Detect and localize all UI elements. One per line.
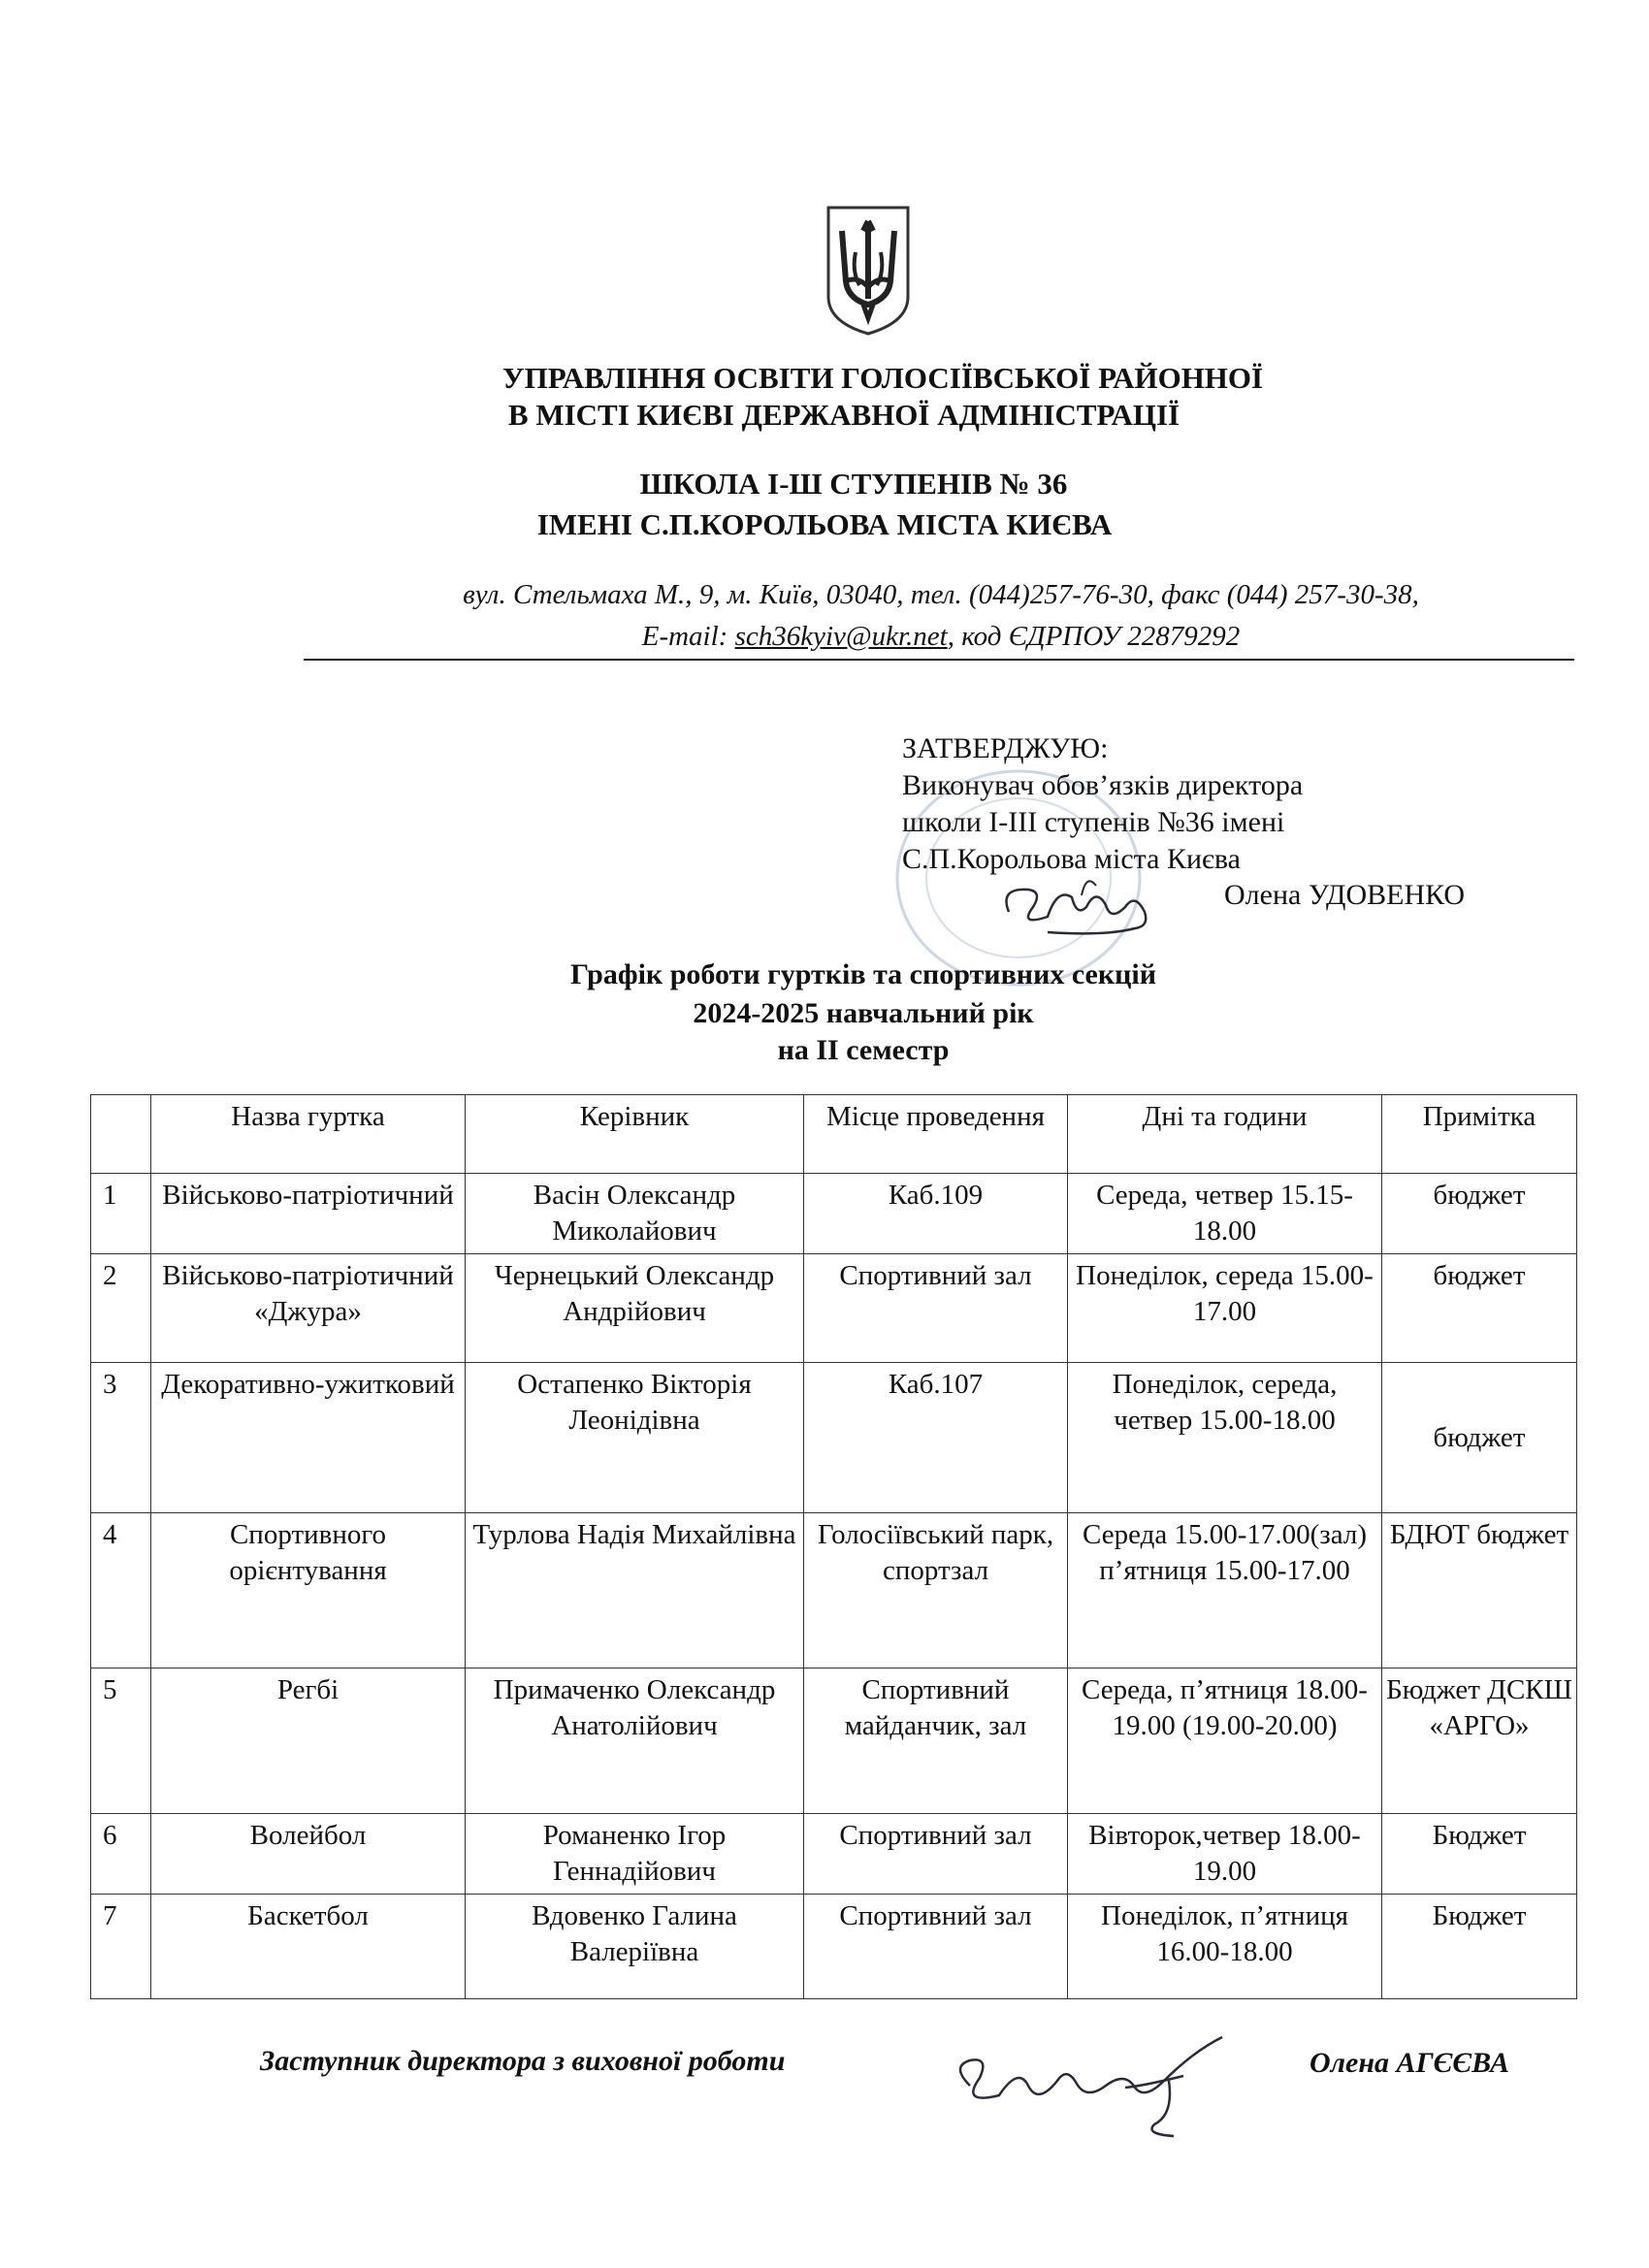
club-name: Військово-патріотичний bbox=[151, 1174, 466, 1254]
school-title-line2: ІМЕНІ С.П.КОРОЛЬОВА МІСТА КИЄВА bbox=[536, 507, 1113, 541]
club-note: бюджет bbox=[1382, 1363, 1577, 1513]
approval-block bbox=[902, 730, 1303, 878]
approval-position-line1: Виконувач обов’язків директора bbox=[902, 769, 1304, 801]
address-line: вул. Стельмаха М., 9, м. Київ, 03040, тел. (044)257-76-30, факс (044) 257-30-38, bbox=[463, 579, 1419, 610]
row-number: 7 bbox=[91, 1895, 151, 1999]
deputy-signature-icon bbox=[931, 2027, 1261, 2144]
row-number: 3 bbox=[91, 1363, 151, 1513]
contact-line bbox=[291, 617, 1591, 656]
table-header-row bbox=[91, 1095, 1577, 1174]
club-note: Бюджет bbox=[1382, 1895, 1577, 1999]
club-note: бюджет bbox=[1382, 1174, 1577, 1254]
club-note: бюджет bbox=[1382, 1254, 1577, 1363]
schedule-table bbox=[90, 1094, 1577, 1999]
club-leader: Вдовенко Галина Валеріївна bbox=[466, 1895, 804, 1999]
club-leader: Романенко Ігор Геннадійович bbox=[466, 1814, 804, 1895]
club-place: Спортивний зал bbox=[804, 1895, 1068, 1999]
col-header-name: Назва гуртка bbox=[151, 1095, 466, 1174]
club-leader: Примаченко Олександр Анатолійович bbox=[466, 1669, 804, 1814]
club-schedule: Середа 15.00-17.00(зал) п’ятниця 15.00-17.00 bbox=[1068, 1513, 1382, 1669]
document-title-line2: 2024-2025 навчальний рік bbox=[693, 997, 1034, 1029]
club-leader: Васін Олександр Миколайович bbox=[466, 1174, 804, 1254]
club-leader: Турлова Надія Михайлівна bbox=[466, 1513, 804, 1669]
row-number: 2 bbox=[91, 1254, 151, 1363]
row-number: 4 bbox=[91, 1513, 151, 1669]
col-header-place: Місце проведення bbox=[804, 1095, 1068, 1174]
club-schedule: Середа, четвер 15.15-18.00 bbox=[1068, 1174, 1382, 1254]
club-place: Каб.107 bbox=[804, 1363, 1068, 1513]
club-note: БДЮТ бюджет bbox=[1382, 1513, 1577, 1669]
approval-position-line3: С.П.Корольова міста Києва bbox=[902, 843, 1241, 875]
approval-label: ЗАТВЕРДЖУЮ: bbox=[902, 732, 1109, 764]
email-link[interactable]: sch36kyiv@ukr.net bbox=[734, 621, 948, 652]
club-note: Бюджет bbox=[1382, 1814, 1577, 1895]
table-row bbox=[91, 1254, 1577, 1363]
table-row bbox=[91, 1814, 1577, 1895]
row-number: 6 bbox=[91, 1814, 151, 1895]
club-schedule: Понеділок, середа 15.00-17.00 bbox=[1068, 1254, 1382, 1363]
club-name: Баскетбол bbox=[151, 1895, 466, 1999]
club-place: Каб.109 bbox=[804, 1174, 1068, 1254]
club-place: Спортивний майданчик, зал bbox=[804, 1669, 1068, 1814]
email-label: E-mail: bbox=[641, 621, 735, 652]
club-schedule: Середа, п’ятниця 18.00-19.00 (19.00-20.00) bbox=[1068, 1669, 1382, 1814]
edrpou-code: , код ЄДРПОУ 22879292 bbox=[947, 621, 1241, 652]
club-place: Спортивний зал bbox=[804, 1254, 1068, 1363]
club-name: Волейбол bbox=[151, 1814, 466, 1895]
row-number: 5 bbox=[91, 1669, 151, 1814]
header-divider bbox=[304, 659, 1574, 661]
club-note: Бюджет ДСКШ «АРГО» bbox=[1382, 1669, 1577, 1814]
org-title-line1: УПРАВЛІННЯ ОСВІТИ ГОЛОСІЇВСЬКОЇ РАЙОННОЇ bbox=[501, 361, 1264, 395]
club-schedule: Понеділок, середа, четвер 15.00-18.00 bbox=[1068, 1363, 1382, 1513]
col-header-note: Примітка bbox=[1382, 1095, 1577, 1174]
club-name: Регбі bbox=[151, 1669, 466, 1814]
club-name: Декоративно-ужитковий bbox=[151, 1363, 466, 1513]
org-title-line2: В МІСТІ КИЄВІ ДЕРЖАВНОЇ АДМІНІСТРАЦІЇ bbox=[507, 398, 1180, 432]
table-row bbox=[91, 1895, 1577, 1999]
club-leader: Остапенко Вікторія Леонідівна bbox=[466, 1363, 804, 1513]
director-signature-icon bbox=[989, 868, 1183, 946]
club-name: Військово-патріотичний «Джура» bbox=[151, 1254, 466, 1363]
table-row bbox=[91, 1174, 1577, 1254]
club-schedule: Понеділок, п’ятниця 16.00-18.00 bbox=[1068, 1895, 1382, 1999]
deputy-director-role: Заступник директора з виховної роботи bbox=[260, 2045, 786, 2077]
club-name: Спортивного орієнтування bbox=[151, 1513, 466, 1669]
document-title-line3: на ІІ семестр bbox=[777, 1034, 950, 1066]
row-number: 1 bbox=[91, 1174, 151, 1254]
school-title-line1: ШКОЛА І-Ш СТУПЕНІВ № 36 bbox=[639, 467, 1068, 501]
coat-of-arms-icon bbox=[823, 204, 914, 338]
col-header-leader: Керівник bbox=[466, 1095, 804, 1174]
col-header-number bbox=[91, 1095, 151, 1174]
club-place: Голосіївський парк, спортзал bbox=[804, 1513, 1068, 1669]
table-row bbox=[91, 1363, 1577, 1513]
deputy-director-name: Олена АГЄЄВА bbox=[1310, 2047, 1509, 2079]
club-schedule: Вівторок,четвер 18.00-19.00 bbox=[1068, 1814, 1382, 1895]
club-leader: Чернецький Олександр Андрійович bbox=[466, 1254, 804, 1363]
table-row bbox=[91, 1669, 1577, 1814]
club-place: Спортивний зал bbox=[804, 1814, 1068, 1895]
table-row bbox=[91, 1513, 1577, 1669]
col-header-schedule: Дні та години bbox=[1068, 1095, 1382, 1174]
director-name: Олена УДОВЕНКО bbox=[1224, 879, 1466, 911]
approval-position-line2: школи І-ІІІ ступенів №36 імені bbox=[902, 806, 1285, 838]
document-title-line1: Графік роботи гуртків та спортивних секцій bbox=[569, 958, 1157, 990]
